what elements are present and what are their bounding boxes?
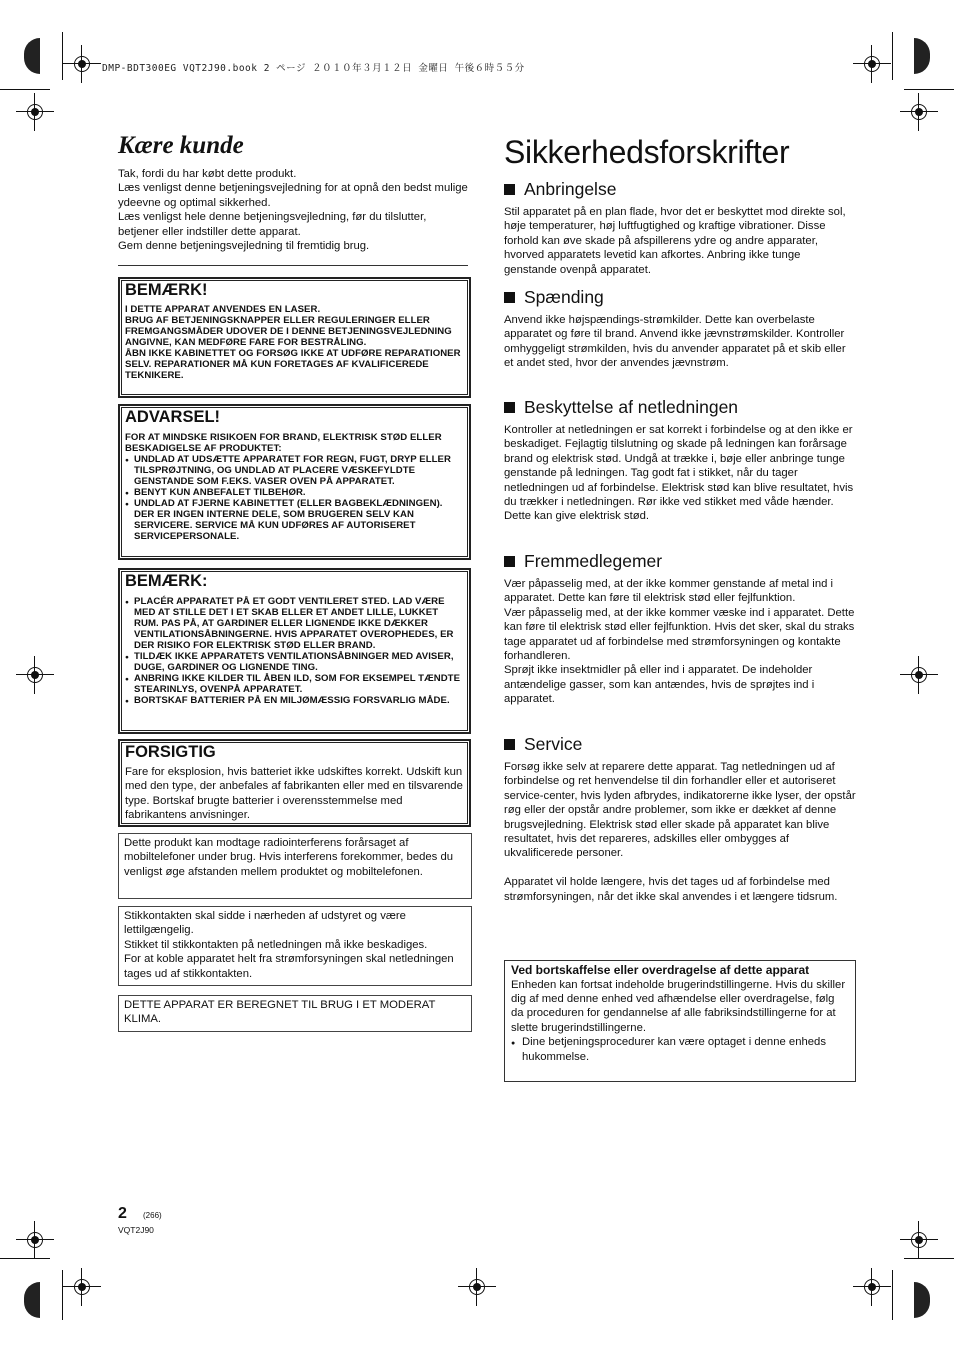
crop-target-mark (908, 101, 930, 123)
laser-notice-box (118, 277, 471, 398)
greeting-title: Kære kunde (118, 132, 244, 159)
section-text: Apparatet vil holde længere, hvis det tages ud af forbindelse med strømforsyningen, når det ikke skal anvendes i et længere tidsrum. (504, 876, 838, 903)
print-header: DMP-BDT300EG VQT2J90.book 2 ページ ２０１０年３月１２日 金曜日 午後６時５５分 (102, 63, 525, 74)
section-text: Stil apparatet på en plan flade, hvor det er beskyttet mod direkte sol, høje temperaturer, høj luftfugtighed og kraftige vibrationer. Disse forhold kan øve skade på afspillerens ydre og andre apparater, hvorved apparatets levetid kan afkortes. Anbring ikke tunge genstande ovenpå apparatet. (504, 206, 846, 276)
section-heading: Service (524, 734, 583, 754)
crop-line (62, 1270, 63, 1320)
disposal-bullet: ● Dine betjeningsprocedurer kan være optaget i denne enheds hukommelse. (511, 1035, 849, 1064)
greeting-paragraph: Læs venligst hele denne betjeningsvejledning, før du tilslutter, betjener eller indstiller dette apparat. (118, 211, 427, 238)
greeting-text (118, 167, 470, 253)
caution-text: Fare for eksplosion, hvis batteriet ikke udskiftes korrekt. Udskift kun med den type, der anbefales af fabrikanten eller med en tilsvarende type. Bortskaf brugte batterier i overensstemmelse med fabrikantens anvisninger. (125, 766, 463, 822)
section-heading: Fremmedlegemer (524, 551, 663, 571)
page-number: 2 (118, 1205, 127, 1222)
warning-item: ● BENYT KUN ANBEFALET TILBEHØR. (125, 487, 464, 498)
section-heading: Spænding (524, 287, 604, 307)
registration-disc (24, 38, 40, 74)
ventilation-notice-box (118, 568, 471, 734)
warning-heading: ADVARSEL! (125, 408, 221, 426)
crop-line (0, 1258, 50, 1259)
crop-target-mark (861, 1276, 883, 1298)
disposal-box (504, 960, 856, 1082)
document-code: VQT2J90 (118, 1225, 154, 1235)
section-text: Vær påpasselig med, at der ikke kommer genstande af metal ind i apparatet. Dette kan føre til elektrisk stød eller fejlfunktion. (504, 578, 834, 605)
registration-disc (24, 1282, 40, 1318)
greeting-paragraph: Læs venligst denne betjeningsvejledning for at opnå den bedst mulige ydeevne og optimal sikkerhed. (118, 182, 468, 209)
laser-notice-text: ÅBN IKKE KABINETTET OG FORSØG IKKE AT UDFØRE REPARATIONER SELV. REPARATIONER MÅ KUN FORETAGES AF KVALIFICEREDE TEKNIKERE. (125, 348, 461, 381)
power-outlet-text: For at koble apparatet helt fra strømforsyningen skal netledningen tages ud af stikkontakten. (124, 953, 454, 980)
crop-line (892, 1270, 893, 1320)
section-heading: Anbringelse (524, 179, 617, 199)
registration-disc (914, 38, 930, 74)
ventilation-notice-item: ● ANBRING IKKE KILDER TIL ÅBEN ILD, SOM FOR EKSEMPEL TÆNDTE STEARINLYS, OVENPÅ APPARATET. (125, 673, 464, 695)
section-service (504, 734, 856, 904)
ventilation-notice-item: ● PLACÉR APPARATET PÅ ET GODT VENTILERET STED. LAD VÆRE MED AT STILLE DET I ET SKAB ELLER ET ANDET LILLE, LUKKET RUM. PAS PÅ, AT GARDINER ELLER LIGNENDE IKKE DÆKKER VENTILATIONSÅBNINGERNE. HVIS APPARATET OVEROPHEDES, ER DER RISIKO FOR ELEKTRISK STØD ELLER BRAND. (125, 596, 464, 651)
laser-notice-text: I DETTE APPARAT ANVENDES EN LASER. (125, 304, 321, 315)
section-voltage (504, 287, 856, 371)
greeting-paragraph: Gem denne betjeningsvejledning til fremtidig brug. (118, 240, 370, 253)
ventilation-notice-heading: BEMÆRK: (125, 572, 208, 590)
page-reference: (266) (143, 1211, 162, 1220)
ventilation-notice-item: ● BORTSKAF BATTERIER PÅ EN MILJØMÆSSIG FORSVARLIG MÅDE. (125, 695, 464, 706)
warning-intro: FOR AT MINDSKE RISIKOEN FOR BRAND, ELEKTRISK STØD ELLER BESKADIGELSE AF PRODUKTET: (125, 432, 442, 454)
section-text: Anvend ikke højspændings-strømkilder. Dette kan overbelaste apparatet og føre til brand. Anvend ikke jævnstrømskilder. Kontroller omhyggeligt strømkilden, hvis du anvender apparatet på et skib eller et andet sted, hvor der anvendes jævnstrøm. (504, 314, 846, 370)
climate-box (118, 995, 472, 1032)
caution-box (118, 739, 471, 827)
warning-box (118, 404, 471, 560)
crop-target-mark (71, 53, 93, 75)
crop-line (904, 1258, 954, 1259)
climate-text: DETTE APPARAT ER BEREGNET TIL BRUG I ET MODERAT KLIMA. (124, 999, 436, 1026)
section-foreign-objects (504, 551, 856, 707)
crop-line (892, 32, 893, 80)
power-outlet-box (118, 906, 472, 986)
disposal-text: Enheden kan fortsat indeholde brugerindstillingerne. Hvis du skiller dig af med denne enhed ved afhændelse eller overdragelse, følg da proceduren for gendannelse af alle fabriksindstillingerne for at slette brugerindstillingerne. (511, 978, 846, 1034)
laser-notice-heading: BEMÆRK! (125, 281, 208, 299)
laser-notice-text: BRUG AF BETJENINGSKNAPPER ELLER REGULERINGER ELLER FREMGANGSMÅDER UDOVER DE I DENNE BETJENINGSVEJLEDNING ANGIVNE, KAN MEDFØRE FARE FOR BESTRÅLING. (125, 315, 452, 348)
crop-target-mark (24, 1229, 46, 1251)
section-text: Forsøg ikke selv at reparere dette apparat. Tag netledningen ud af forbindelse og ret henvendelse til din forhandler eller et autoriseret service-center, hvis lyden afbrydes, indikatorerne ikke lyser, der opstår røg eller der opstår andre problemer, som ikke er dækket af denne brugsvejledning. Elektrisk stød eller skade på apparatet kan blive resultatet, hvis det repareres, adskilles eller ombygges af ukvalificerede personer. (504, 761, 856, 860)
section-divider (118, 265, 468, 266)
square-bullet-icon (504, 402, 515, 413)
section-spacer (504, 861, 856, 875)
greeting-paragraph: Tak, fordi du har købt dette produkt. (118, 168, 297, 180)
radio-interference-text: Dette produkt kan modtage radiointerferens forårsaget af mobiltelefoner under brug. Hvis interferens forekommer, bedes du venligst øge afstanden mellem produktet og mobiltelefonen. (124, 837, 454, 878)
crop-line (904, 89, 954, 90)
crop-target-mark (466, 1276, 488, 1298)
square-bullet-icon (504, 292, 515, 303)
power-outlet-text: Stikket til stikkontakten på netledningen må ikke beskadiges. (124, 938, 428, 951)
warning-item: ● UNDLAD AT FJERNE KABINETTET (ELLER BAGBEKLÆDNINGEN). DER ER INGEN INTERNE DELE, SOM BRUGEREN SELV KAN SERVICERE. SERVICE MÅ KUN UDFØRES AF AUTORISERET SERVICEPERSONALE. (125, 498, 464, 542)
crop-target-mark (908, 1229, 930, 1251)
crop-line (0, 89, 50, 90)
square-bullet-icon (504, 739, 515, 750)
section-placement (504, 179, 856, 277)
ventilation-notice-item: ● TILDÆK IKKE APPARATETS VENTILATIONSÅBNINGER MED AVISER, DUGE, GARDINER OG LIGNENDE TING. (125, 651, 464, 673)
section-heading: Beskyttelse af netledningen (524, 397, 739, 417)
warning-item: ● UNDLAD AT UDSÆTTE APPARATET FOR REGN, FUGT, DRYP ELLER TILSPRØJTNING, OG UNDLAD AT PLACERE VÆSKEFYLDTE GENSTANDE SOM F.EKS. VASER OVEN PÅ APPARATET. (125, 454, 464, 487)
crop-target-mark (24, 101, 46, 123)
page-title: Sikkerhedsforskrifter (504, 134, 790, 170)
registration-disc (914, 1282, 930, 1318)
section-text: Sprøjt ikke insektmidler på eller ind i apparatet. De indeholder antændelige gasser, som kan antændes, hvis de sprøjtes ind i apparatet. (504, 664, 815, 706)
crop-line (62, 32, 63, 80)
caution-heading: FORSIGTIG (125, 743, 216, 761)
crop-target-mark (71, 1276, 93, 1298)
section-power-cord (504, 397, 856, 524)
square-bullet-icon (504, 556, 515, 567)
power-outlet-text: Stikkontakten skal sidde i nærheden af udstyret og være lettilgængelig. (124, 910, 406, 937)
crop-target-mark (24, 664, 46, 686)
crop-target-mark (861, 53, 883, 75)
section-text: Vær påpasselig med, at der ikke kommer væske ind i apparatet. Dette kan føre til elektrisk stød eller fejlfunktion. Hvis det sker, skal du straks tage apparatet ud af forbindelse med strømforsyningen og kontakte forhandleren. (504, 606, 855, 663)
square-bullet-icon (504, 184, 515, 195)
disposal-heading: Ved bortskaffelse eller overdragelse af dette apparat (511, 963, 810, 977)
section-text: Kontroller at netledningen er sat korrekt i forbindelse og at den ikke er beskadiget. Fejlagtig tilslutning og skade på ledningen kan forårsage brand og elektrisk stød. Undgå at trække i, bøje eller anbringe tunge genstande på ledningen. Tag godt fat i stikket, når du tager netledningen ud af forbindelse. Elektrisk stød kan blive resultatet, hvis du trækker i netledningen. Rør ikke ved stikket med våde hænder. Dette kan give elektrisk stød. (504, 424, 854, 523)
crop-target-mark (908, 664, 930, 686)
radio-interference-box (118, 833, 472, 899)
